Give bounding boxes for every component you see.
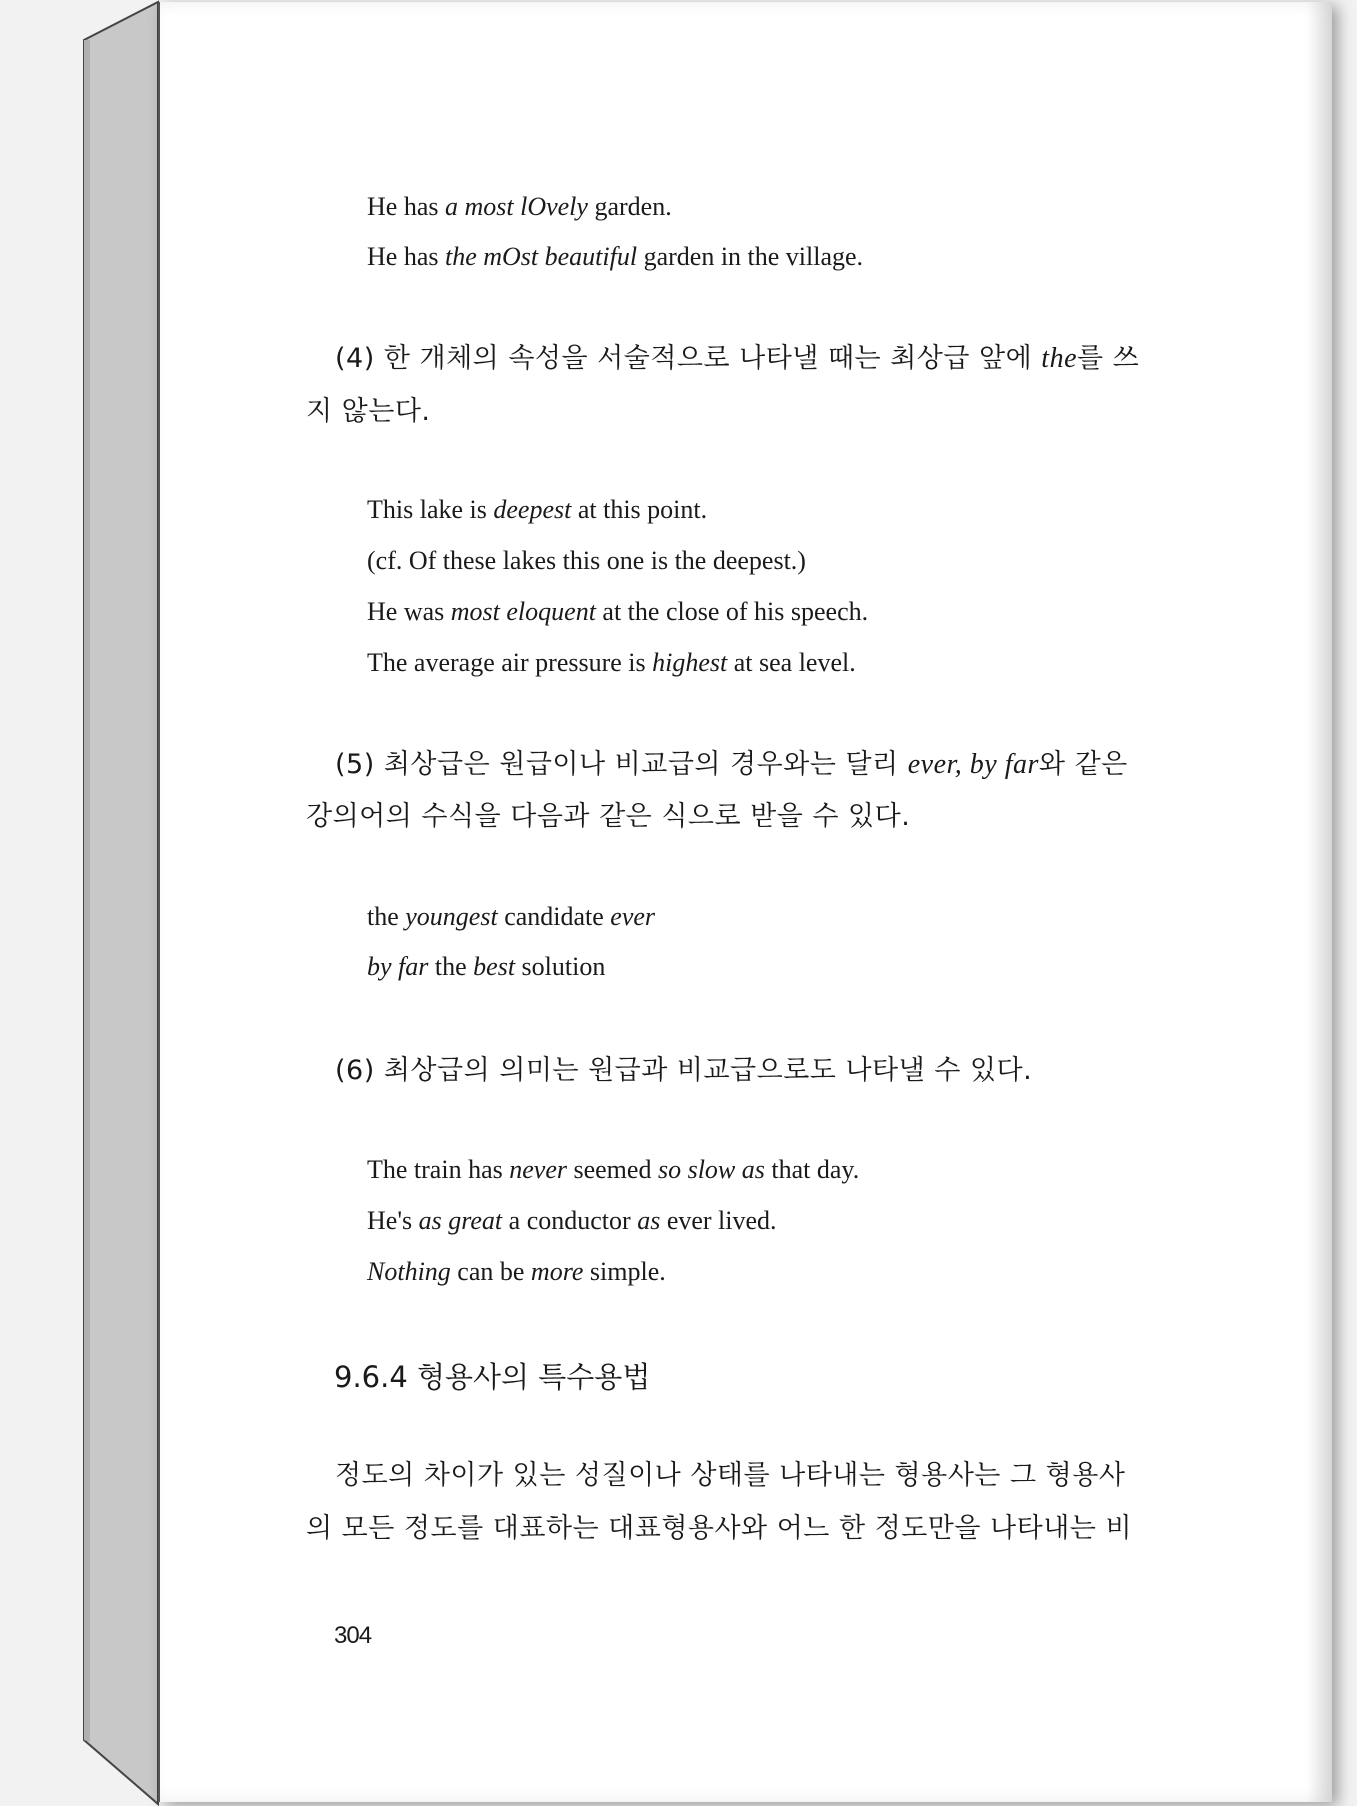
example-line: (cf. Of these lakes this one is the deepest.) (367, 546, 806, 575)
rule-5-line-2: 강의어의 수식을 다음과 같은 식으로 받을 수 있다. (306, 801, 911, 832)
rule-4-line-1: (4) 한 개체의 속성을 서술적으로 나타낼 때는 최상급 앞에 the를 쓰 (335, 343, 1140, 374)
example-line: He has the mOst beautiful garden in the village. (367, 242, 864, 271)
example-line: Nothing can be more simple. (367, 1257, 666, 1286)
example-line: The train has never seemed so slow as that day. (367, 1155, 860, 1184)
section-heading: 9.6.4 형용사의 특수용법 (334, 1360, 651, 1394)
page-number: 304 (334, 1622, 372, 1649)
book-spine (0, 0, 170, 1806)
example-line: the youngest candidate ever (367, 902, 656, 931)
section-paragraph-line-2: 의 모든 정도를 대표하는 대표형용사와 어느 한 정도만을 나타내는 비 (306, 1513, 1133, 1544)
rule-6-line: (6) 최상급의 의미는 원급과 비교급으로도 나타낼 수 있다. (335, 1055, 1033, 1086)
example-line: He has a most lOvely garden. (367, 192, 672, 221)
section-paragraph-line-1: 정도의 차이가 있는 성질이나 상태를 나타내는 형용사는 그 형용사 (335, 1460, 1126, 1491)
page-edge-shadow (1306, 2, 1332, 1802)
example-line: This lake is deepest at this point. (367, 495, 708, 524)
example-line: The average air pressure is highest at sea level. (367, 648, 856, 677)
rule-5-line-1: (5) 최상급은 원급이나 비교급의 경우와는 달리 ever, by far와 같은 (335, 749, 1128, 780)
example-line: He's as great a conductor as ever lived. (367, 1206, 777, 1235)
example-line: He was most eloquent at the close of his speech. (367, 597, 869, 626)
book-page (158, 2, 1332, 1802)
rule-4-line-2: 지 않는다. (306, 396, 431, 427)
example-line: by far the best solution (367, 952, 606, 981)
